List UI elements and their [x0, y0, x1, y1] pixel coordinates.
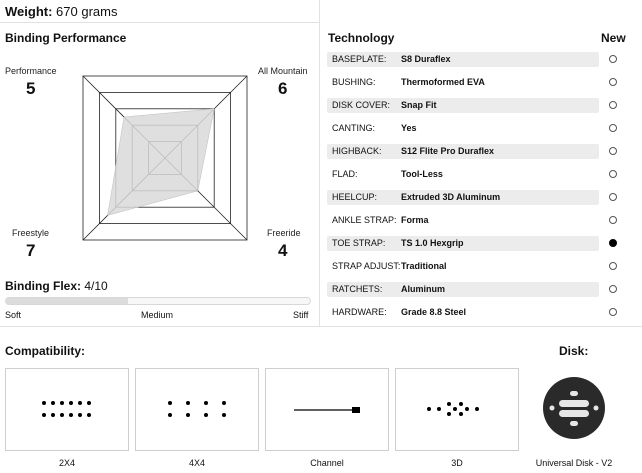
freestyle-value: 7 [26, 241, 36, 260]
hole-dot [87, 401, 91, 405]
new-indicator-empty-icon [609, 147, 617, 155]
technology-row [327, 75, 627, 90]
new-indicator-empty-icon [609, 55, 617, 63]
compat-channel-box [265, 368, 389, 451]
technology-row-value: Thermoformed EVA [401, 77, 485, 87]
technology-row-key: HARDWARE: [332, 307, 387, 317]
binding-flex-bar [5, 297, 311, 305]
technology-row-value: Forma [401, 215, 429, 225]
technology-row [327, 236, 627, 251]
technology-row [327, 213, 627, 228]
hole-dot [222, 401, 226, 405]
technology-row [327, 52, 627, 67]
technology-title: Technology [328, 31, 395, 45]
binding-flex-label: Binding Flex: [5, 279, 81, 293]
technology-row [327, 259, 627, 274]
hole-dot [69, 401, 73, 405]
hole-dot [447, 412, 451, 416]
technology-row-value: Extruded 3D Aluminum [401, 192, 501, 202]
weight-value: 670 grams [56, 4, 118, 19]
binding-performance-radar-chart [80, 73, 250, 243]
performance-value: 5 [26, 79, 36, 98]
technology-row-key: STRAP ADJUST: [332, 261, 401, 271]
technology-row-key: HIGHBACK: [332, 146, 382, 156]
technology-row-value: Snap Fit [401, 100, 437, 110]
binding-flex-value: 4/10 [84, 279, 108, 293]
new-indicator-filled-icon [609, 239, 617, 247]
technology-row-key: FLAD: [332, 169, 358, 179]
new-indicator-empty-icon [609, 170, 617, 178]
compat-channel-label: Channel [310, 458, 344, 468]
performance-label: Performance [5, 66, 57, 76]
new-column-title: New [601, 31, 626, 45]
radar-rating-shape [108, 109, 215, 216]
hole-dot [42, 413, 46, 417]
technology-row-value: S12 Flite Pro Duraflex [401, 146, 495, 156]
technology-row-value: Yes [401, 123, 417, 133]
hole-dot [427, 407, 431, 411]
freeride-value: 4 [278, 241, 288, 260]
vertical-divider [319, 0, 320, 326]
all-mountain-label: All Mountain [258, 66, 308, 76]
technology-row-key: ANKLE STRAP: [332, 215, 397, 225]
technology-row [327, 144, 627, 159]
technology-row [327, 121, 627, 136]
disk-title: Disk: [559, 344, 589, 358]
hole-dot [186, 401, 190, 405]
hole-dot [78, 413, 82, 417]
flex-medium-label: Medium [141, 310, 174, 320]
technology-row [327, 167, 627, 182]
technology-row-value: Aluminum [401, 284, 445, 294]
hole-dot [78, 401, 82, 405]
technology-row-key: CANTING: [332, 123, 376, 133]
compat-4x4-label: 4X4 [188, 458, 205, 468]
hole-dot [168, 401, 172, 405]
channel-icon [266, 369, 390, 452]
hole-dot [459, 412, 463, 416]
horizontal-divider-top [0, 22, 319, 23]
new-indicator-empty-icon [609, 216, 617, 224]
compat-2x4-box [5, 368, 129, 451]
weight-label: Weight: [5, 4, 53, 19]
technology-row-value: S8 Duraflex [401, 54, 451, 64]
technology-row-value: Grade 8.8 Steel [401, 307, 467, 317]
hole-dot [475, 407, 479, 411]
disk-label: Universal Disk - V2 [535, 458, 613, 468]
technology-row-key: RATCHETS: [332, 284, 383, 294]
new-indicator-empty-icon [609, 193, 617, 201]
new-indicator-empty-icon [609, 308, 617, 316]
compat-4x4-box [135, 368, 259, 451]
weight-line [5, 4, 117, 19]
hole-dot [186, 413, 190, 417]
binding-flex-fill [6, 298, 128, 304]
hole-dot [87, 413, 91, 417]
technology-row [327, 190, 627, 205]
technology-row-value: TS 1.0 Hexgrip [401, 238, 464, 248]
all-mountain-value: 6 [278, 79, 288, 98]
new-indicator-empty-icon [609, 262, 617, 270]
hole-dot [51, 413, 55, 417]
new-indicator-empty-icon [609, 285, 617, 293]
technology-row-key: DISK COVER: [332, 100, 391, 110]
binding-flex-title [5, 279, 108, 293]
hole-dot [60, 401, 64, 405]
hole-dot [222, 413, 226, 417]
hole-dot [51, 401, 55, 405]
freestyle-label: Freestyle [12, 228, 50, 238]
technology-row-value: Traditional [401, 261, 447, 271]
hole-dot [168, 413, 172, 417]
hole-dot [453, 407, 457, 411]
technology-row [327, 98, 627, 113]
technology-row-key: BASEPLATE: [332, 54, 387, 64]
new-indicator-empty-icon [609, 78, 617, 86]
technology-row-key: TOE STRAP: [332, 238, 386, 248]
binding-performance-title: Binding Performance [5, 31, 127, 45]
universal-disk-icon [542, 376, 606, 440]
technology-row-value: Tool-Less [401, 169, 443, 179]
compat-3d-label: 3D [451, 458, 463, 468]
hole-dot [42, 401, 46, 405]
hole-dot [465, 407, 469, 411]
freeride-label: Freeride [267, 228, 301, 238]
technology-row-background [327, 167, 599, 182]
technology-row-key: BUSHING: [332, 77, 376, 87]
flex-stiff-label: Stiff [293, 310, 309, 320]
hole-dot [447, 402, 451, 406]
hole-dot [69, 413, 73, 417]
compat-2x4-label: 2X4 [58, 458, 75, 468]
technology-row-key: HEELCUP: [332, 192, 378, 202]
horizontal-divider-middle [0, 326, 642, 327]
technology-row [327, 282, 627, 297]
hole-dot [437, 407, 441, 411]
new-indicator-empty-icon [609, 124, 617, 132]
hole-dot [204, 401, 208, 405]
flex-soft-label: Soft [5, 310, 22, 320]
hole-dot [60, 413, 64, 417]
compatibility-title: Compatibility: [5, 344, 85, 358]
compat-3d-box [395, 368, 519, 451]
new-indicator-empty-icon [609, 101, 617, 109]
hole-dot [204, 413, 208, 417]
hole-dot [459, 402, 463, 406]
technology-row [327, 305, 627, 320]
